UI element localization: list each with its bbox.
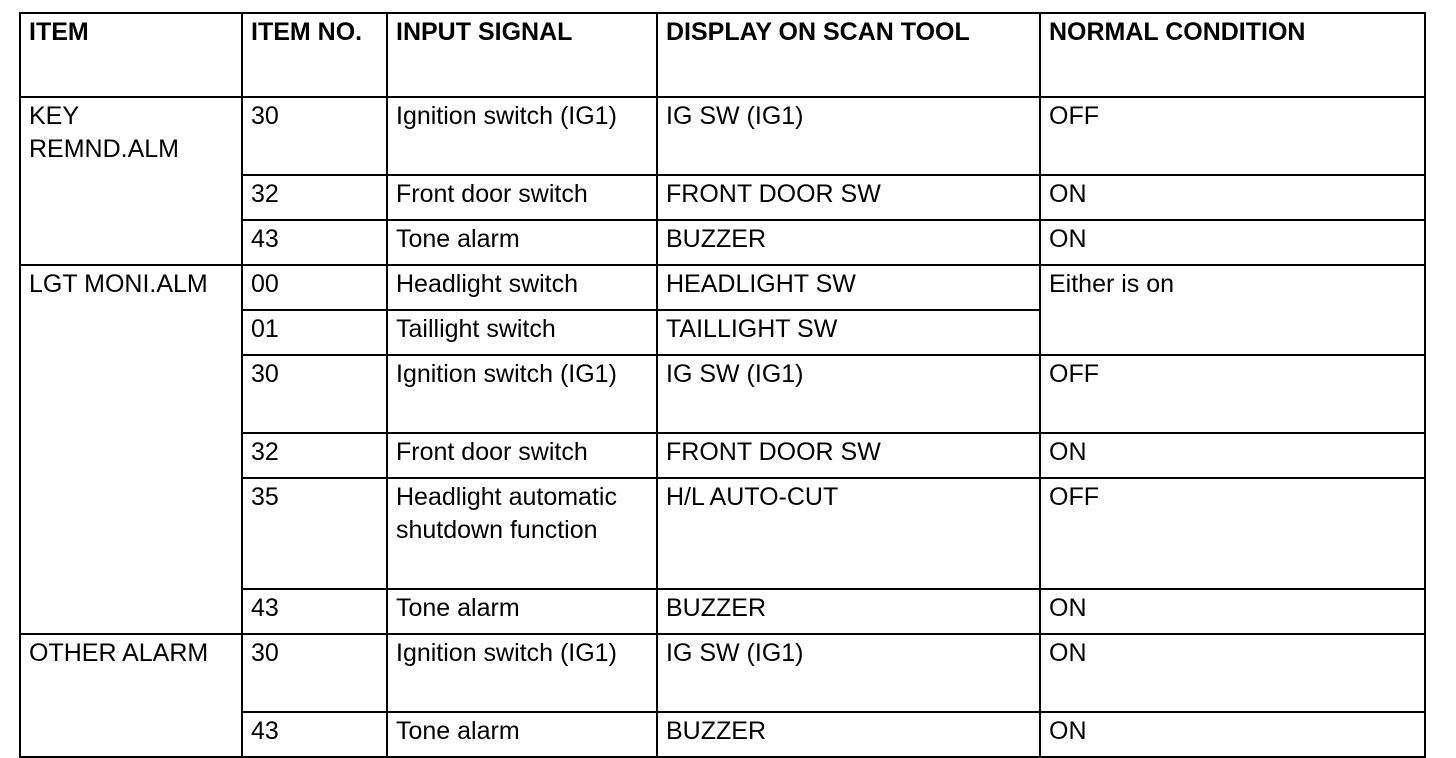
input-signal-cell: Tone alarm (387, 589, 657, 634)
table-row (20, 265, 1425, 310)
group-item-cell: OTHER ALARM (20, 634, 242, 757)
item-no-cell: 43 (242, 712, 387, 757)
item-no-cell: 30 (242, 634, 387, 712)
item-no-cell: 00 (242, 265, 387, 310)
input-signal-cell: Headlight switch (387, 265, 657, 310)
header-display-on-scan-tool: DISPLAY ON SCAN TOOL (657, 13, 1040, 97)
scan-tool-display-cell: FRONT DOOR SW (657, 433, 1040, 478)
table-row (20, 97, 1425, 175)
group-item-cell: KEY REMND.ALM (20, 97, 242, 265)
scan-tool-display-cell: BUZZER (657, 712, 1040, 757)
item-no-cell: 43 (242, 589, 387, 634)
input-signal-cell: Taillight switch (387, 310, 657, 355)
scan-tool-display-cell: IG SW (IG1) (657, 634, 1040, 712)
normal-condition-cell: ON (1040, 433, 1425, 478)
item-no-cell: 35 (242, 478, 387, 589)
input-signal-cell: Ignition switch (IG1) (387, 634, 657, 712)
item-no-cell: 43 (242, 220, 387, 265)
item-no-cell: 30 (242, 97, 387, 175)
scan-tool-display-cell: BUZZER (657, 589, 1040, 634)
scan-tool-display-cell: H/L AUTO-CUT (657, 478, 1040, 589)
scan-tool-display-cell: BUZZER (657, 220, 1040, 265)
header-item-no: ITEM NO. (242, 13, 387, 97)
input-signal-cell: Ignition switch (IG1) (387, 97, 657, 175)
group-item-cell: LGT MONI.ALM (20, 265, 242, 634)
normal-condition-cell: ON (1040, 634, 1425, 712)
scan-tool-display-cell: HEADLIGHT SW (657, 265, 1040, 310)
input-signal-cell: Ignition switch (IG1) (387, 355, 657, 433)
normal-condition-cell: ON (1040, 589, 1425, 634)
input-signal-cell: Tone alarm (387, 712, 657, 757)
scan-tool-display-cell: IG SW (IG1) (657, 355, 1040, 433)
normal-condition-cell: OFF (1040, 97, 1425, 175)
header-input-signal: INPUT SIGNAL (387, 13, 657, 97)
header-item: ITEM (20, 13, 242, 97)
item-no-cell: 01 (242, 310, 387, 355)
normal-condition-cell: ON (1040, 175, 1425, 220)
input-signal-cell: Front door switch (387, 175, 657, 220)
scan-tool-display-cell: IG SW (IG1) (657, 97, 1040, 175)
input-signal-cell: Front door switch (387, 433, 657, 478)
normal-condition-cell: Either is on (1040, 265, 1425, 355)
header-normal-condition: NORMAL CONDITION (1040, 13, 1425, 97)
normal-condition-cell: OFF (1040, 478, 1425, 589)
scan-tool-display-cell: TAILLIGHT SW (657, 310, 1040, 355)
normal-condition-cell: OFF (1040, 355, 1425, 433)
normal-condition-cell: ON (1040, 712, 1425, 757)
header-row (20, 13, 1425, 97)
diagnostic-signal-table (19, 12, 1426, 758)
item-no-cell: 32 (242, 433, 387, 478)
input-signal-cell: Headlight automatic shutdown function (387, 478, 657, 589)
input-signal-cell: Tone alarm (387, 220, 657, 265)
scan-tool-display-cell: FRONT DOOR SW (657, 175, 1040, 220)
item-no-cell: 30 (242, 355, 387, 433)
normal-condition-cell: ON (1040, 220, 1425, 265)
item-no-cell: 32 (242, 175, 387, 220)
table-row (20, 634, 1425, 712)
